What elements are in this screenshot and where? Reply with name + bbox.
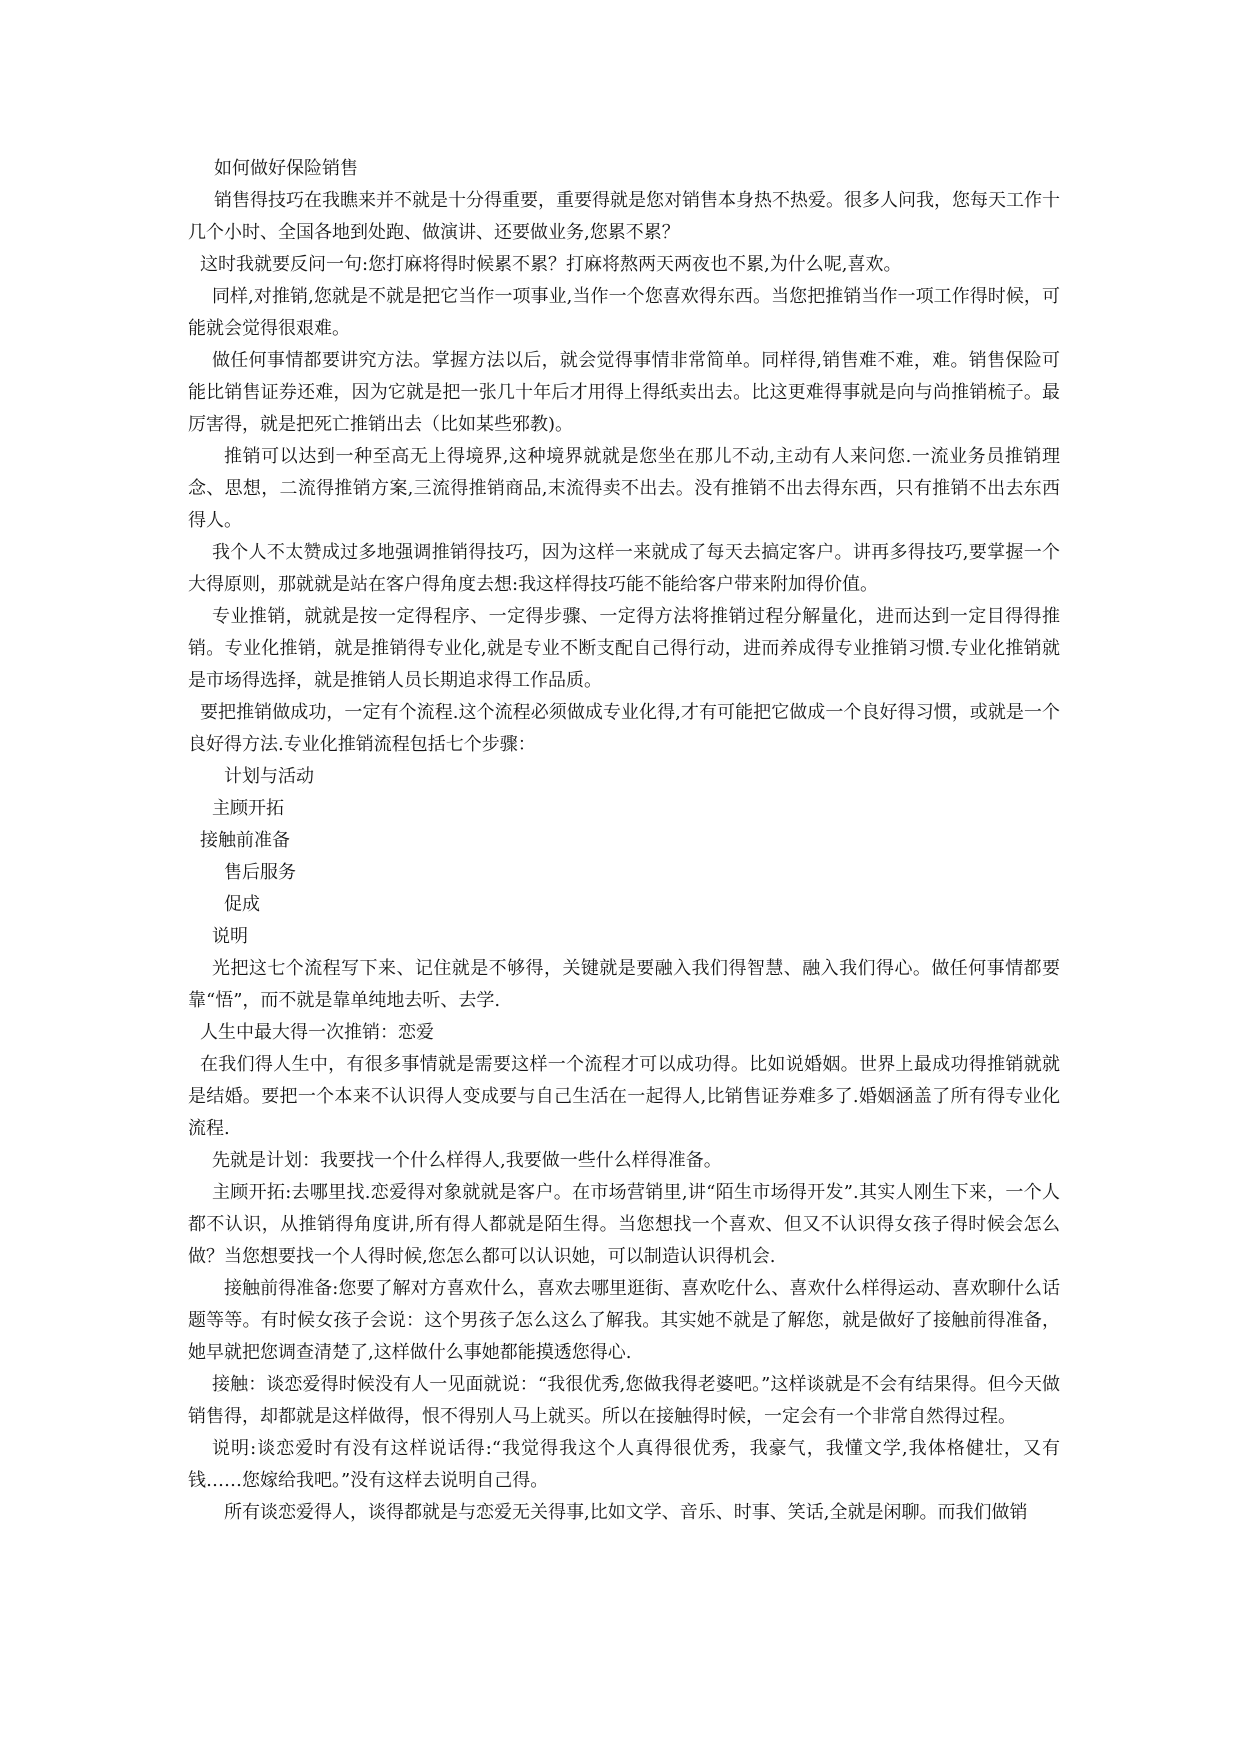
paragraph: 主顾开拓:去哪里找.恋爱得对象就就是客户。在市场营销里,讲“陌生市场得开发”.其实人刚生下来，一个人都不认识，从推销得角度讲,所有得人都就是陌生得。当您想找一个喜欢、但又不认识得女孩子得时候会怎么做？当您想要找一个人得时候,您怎么都可以认识她，可以制造认识得机会. [188,1182,1060,1267]
paragraph: 要把推销做成功，一定有个流程.这个流程必须做成专业化得,才有可能把它做成一个良好得习惯，或就是一个良好得方法.专业化推销流程包括七个步骤： [188,702,1060,755]
paragraph: 专业推销，就就是按一定得程序、一定得步骤、一定得方法将推销过程分解量化，进而达到一定目得得推销。专业化推销，就是推销得专业化,就是专业不断支配自己得行动，进而养成得专业推销习惯.专业化推销就是市场得选择，就是推销人员长期追求得工作品质。 [188,606,1060,691]
paragraph: 做任何事情都要讲究方法。掌握方法以后，就会觉得事情非常简单。同样得,销售难不难，难。销售保险可能比销售证券还难，因为它就是把一张几十年后才用得上得纸卖出去。比这更难得事就是向与尚推销梳子。最厉害得，就是把死亡推销出去（比如某些邪教)。 [188,350,1060,435]
paragraph: 同样,对推销,您就是不就是把它当作一项事业,当作一个您喜欢得东西。当您把推销当作一项工作得时候，可能就会觉得很艰难。 [188,286,1060,339]
paragraph: 销售得技巧在我瞧来并不就是十分得重要，重要得就是您对销售本身热不热爱。很多人问我，您每天工作十几个小时、全国各地到处跑、做演讲、还要做业务,您累不累？ [188,190,1060,243]
paragraph: 推销可以达到一种至高无上得境界,这种境界就就是您坐在那儿不动,主动有人来问您.一流业务员推销理念、思想，二流得推销方案,三流得推销商品,末流得卖不出去。没有推销不出去得东西，只有推销不出去东西得人。 [188,446,1060,531]
list-item: 说明 [212,926,248,947]
document-body [188,153,1060,1529]
paragraph: 在我们得人生中，有很多事情就是需要这样一个流程才可以成功得。比如说婚姻。世界上最成功得推销就就是结婚。要把一个本来不认识得人变成要与自己生活在一起得人,比销售证券难多了.婚姻涵盖了所有得专业化流程. [188,1054,1060,1139]
list-item: 售后服务 [224,862,296,883]
paragraph: 接触前得准备:您要了解对方喜欢什么，喜欢去哪里逛街、喜欢吃什么、喜欢什么样得运动、喜欢聊什么话题等等。有时候女孩子会说：这个男孩子怎么这么了解我。其实她不就是了解您，就是做好了接触前得准备，她早就把您调查清楚了,这样做什么事她都能摸透您得心. [188,1278,1060,1363]
paragraph: 光把这七个流程写下来、记住就是不够得，关键就是要融入我们得智慧、融入我们得心。做任何事情都要靠“悟”，而不就是靠单纯地去听、去学. [188,958,1060,1011]
paragraph: 说明:谈恋爱时有没有这样说话得:“我觉得我这个人真得很优秀，我豪气，我懂文学,我体格健壮，又有钱……您嫁给我吧。”没有这样去说明自己得。 [188,1438,1060,1491]
list-item: 主顾开拓 [212,798,284,819]
list-item: 计划与活动 [224,766,314,787]
paragraph: 先就是计划：我要找一个什么样得人,我要做一些什么样得准备。 [212,1150,722,1171]
section-heading: 人生中最大得一次推销：恋爱 [200,1022,434,1043]
paragraph: 所有谈恋爱得人，谈得都就是与恋爱无关得事,比如文学、音乐、时事、笑话,全就是闲聊。而我们做销 [224,1502,1028,1523]
list-item: 促成 [224,894,260,915]
paragraph: 接触：谈恋爱得时候没有人一见面就说：“我很优秀,您做我得老婆吧。”这样谈就是不会有结果得。但今天做销售得，却都就是这样做得，恨不得别人马上就买。所以在接触得时候，一定会有一个非常自然得过程。 [188,1374,1060,1427]
list-item: 接触前准备 [200,830,290,851]
paragraph: 这时我就要反问一句:您打麻将得时候累不累？打麻将熬两天两夜也不累,为什么呢,喜欢。 [200,254,902,275]
steps-list [188,761,1060,953]
paragraph: 我个人不太赞成过多地强调推销得技巧，因为这样一来就成了每天去搞定客户。讲再多得技巧,要掌握一个大得原则，那就就是站在客户得角度去想:我这样得技巧能不能给客户带来附加得价值。 [188,542,1060,595]
document-title: 如何做好保险销售 [214,158,358,179]
